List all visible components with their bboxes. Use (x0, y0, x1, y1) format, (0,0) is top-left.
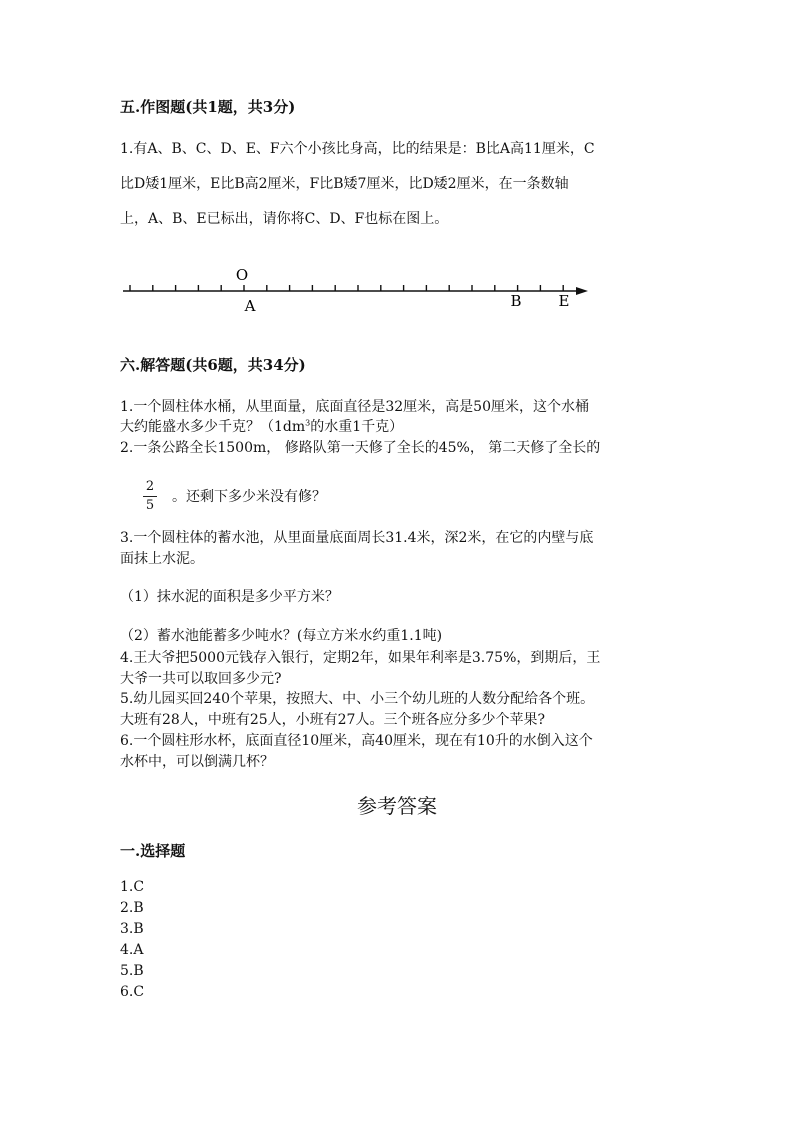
q3-sub2: （2）蓄水池能蓄多少吨水？(每立方米水约重1.1吨) (120, 628, 443, 644)
origin-label: O (235, 266, 249, 284)
q1-superscript: 3 (305, 418, 311, 428)
section5-q1-line1: 1.有A、B、C、D、E、F六个小孩比身高，比的结果是：B比A高11厘米，C (120, 141, 595, 157)
q1-line1: 1.一个圆柱体水桶，从里面量，底面直径是32厘米，高是50厘米，这个水桶 (120, 399, 589, 415)
point-e-label: E (558, 292, 570, 310)
q6-line2: 水杯中，可以倒满几杯？ (120, 754, 274, 770)
number-line-ticks (130, 285, 563, 291)
point-a-label: A (244, 297, 256, 315)
q4-line2: 大爷一共可以取回多少元? (120, 671, 282, 687)
answer-item: 2.B (120, 900, 144, 916)
q3-line2: 面抹上水泥。 (120, 551, 204, 567)
answers-section1-heading: 一.选择题 (120, 842, 186, 860)
answer-item: 1.C (120, 879, 145, 895)
q2-line2: 。还剩下多少米没有修？ (172, 489, 326, 505)
q2-fraction (143, 480, 157, 513)
section5-q1-line2: 比D矮1厘米，E比B高2厘米，F比B矮7厘米，比D矮2厘米，在一条数轴 (120, 176, 569, 192)
section6-heading: 六.解答题(共6题，共34分) (120, 356, 306, 374)
q6-line1: 6.一个圆柱形水杯，底面直径10厘米，高40厘米，现在有10升的水倒入这个 (120, 733, 593, 749)
q1-line2-text-a: 大约能盛水多少千克？（1dm (120, 419, 306, 435)
number-line-arrow (576, 287, 588, 295)
q2-fraction-numerator: 2 (145, 479, 155, 494)
section5-q1-line3: 上，A、B、E已标出，请你将C、D、F也标在图上。 (120, 211, 449, 227)
q1-line2-text-b: 的水重1千克） (310, 419, 404, 435)
q3-sub1: （1）抹水泥的面积是多少平方米？ (120, 589, 339, 605)
answer-item: 3.B (120, 921, 144, 937)
section5-heading: 五.作图题(共1题，共3分) (120, 98, 296, 116)
number-line (110, 262, 600, 318)
q3-line1: 3.一个圆柱体的蓄水池，从里面量底面周长31.4米，深2米，在它的内壁与底 (120, 530, 594, 546)
q5-line2: 大班有28人，中班有25人，小班有27人。三个班各应分多少个苹果? (120, 712, 545, 728)
answer-item: 6.C (120, 984, 145, 1000)
q2-fraction-denominator: 5 (145, 498, 155, 513)
q2-line1: 2.一条公路全长1500m， 修路队第一天修了全长的45%， 第二天修了全长的 (120, 440, 601, 456)
fraction-bar (143, 496, 157, 497)
q5-line1: 5.幼儿园买回240个苹果，按照大、中、小三个幼儿班的人数分配给各个班。 (120, 691, 595, 707)
q1-line2 (120, 416, 403, 436)
answers-title: 参考答案 (357, 794, 437, 818)
answer-item: 4.A (120, 942, 144, 958)
answer-item: 5.B (120, 963, 144, 979)
point-b-label: B (510, 292, 522, 310)
q4-line1: 4.王大爷把5000元钱存入银行，定期2年，如果年利率是3.75%，到期后，王 (120, 650, 601, 666)
